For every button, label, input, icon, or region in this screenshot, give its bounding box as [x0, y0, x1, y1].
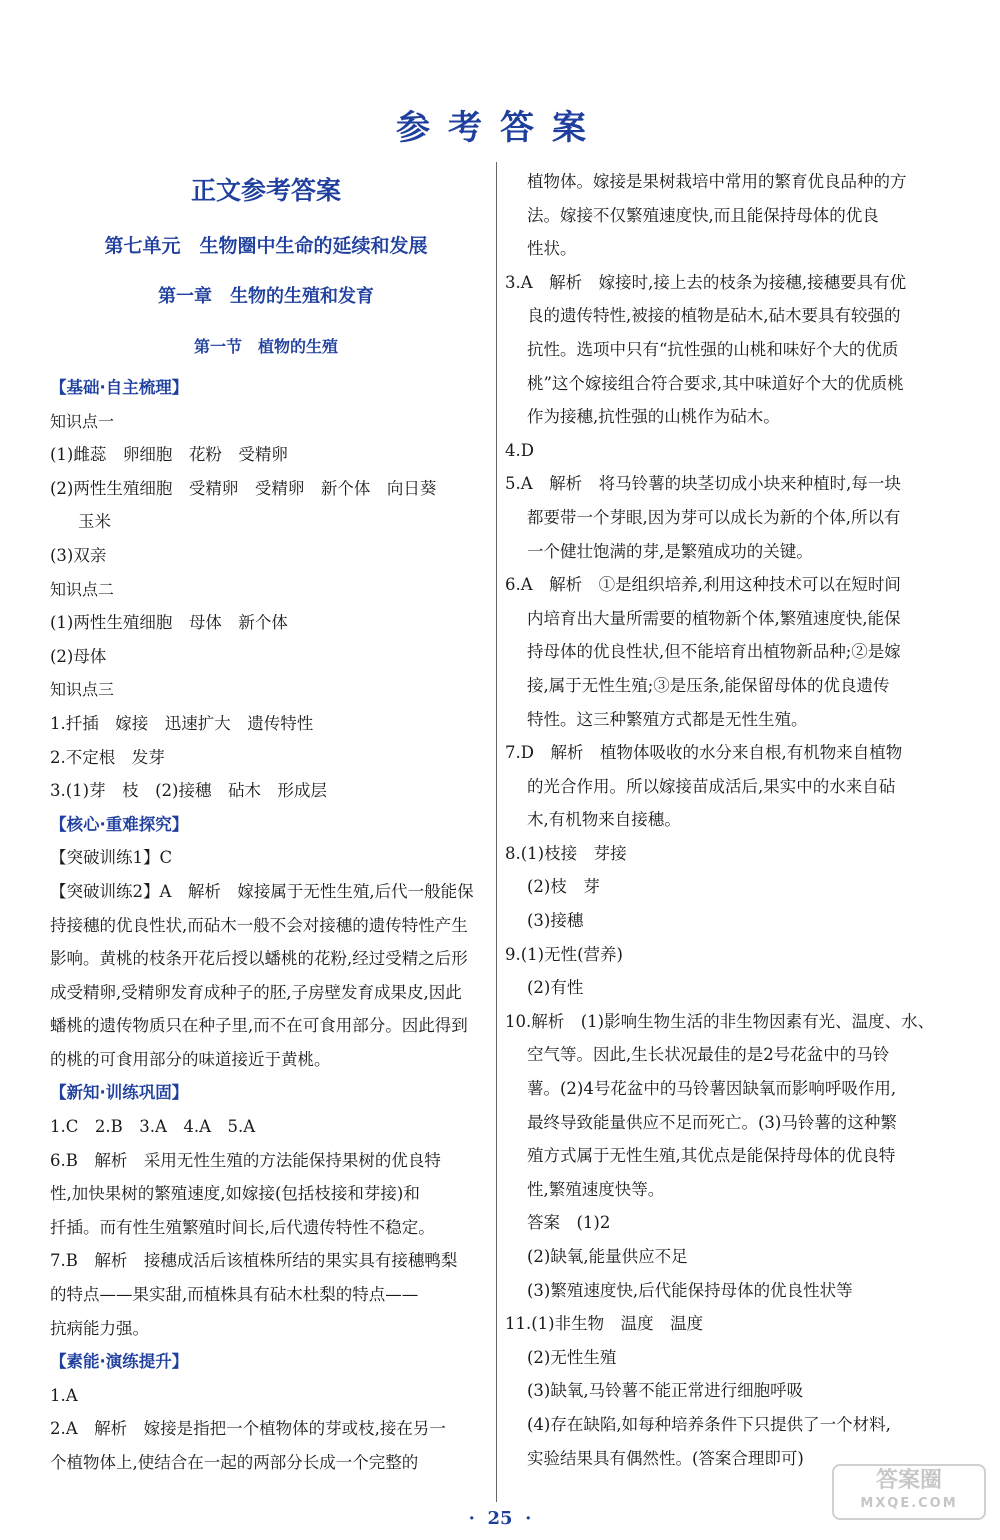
answer-line: (2)两性生殖细胞 受精卵 受精卵 新个体 向日葵 [50, 478, 437, 498]
answer-line: 2.A 解析 嫁接是指把一个植物体的芽或枝,接在另一 [50, 1419, 446, 1439]
answer-line: 法。嫁接不仅繁殖速度快,而且能保持母体的优良 [527, 205, 879, 225]
answer-line: 10.解析 (1)影响生物生活的非生物因素有光、温度、水、 [505, 1011, 935, 1031]
answer-line: (1)两性生殖细胞 母体 新个体 [50, 613, 288, 633]
lesson-heading: 第一节 植物的生殖 [193, 337, 338, 356]
answer-line: 作为接穗,抗性强的山桃作为砧木。 [527, 407, 780, 427]
answer-line: 空气等。因此,生长状况最佳的是2号花盆中的马铃 [527, 1045, 890, 1065]
section-heading: 正文参考答案 [190, 176, 341, 205]
answer-line: 1.扦插 嫁接 迅速扩大 遗传特性 [50, 713, 314, 733]
answer-line: 都要带一个芽眼,因为芽可以成长为新的个体,所以有 [527, 507, 901, 527]
subsection-label: 【基础·自主梳理】 [50, 378, 189, 397]
answer-line: 5.A 解析 将马铃薯的块茎切成小块来种植时,每一块 [505, 474, 901, 494]
left-column [50, 165, 482, 1480]
answer-line: 成受精卵,受精卵发育成种子的胚,子房壁发育成果皮,因此 [50, 982, 462, 1002]
answer-line: 7.D 解析 植物体吸收的水分来自根,有机物来自植物 [505, 743, 903, 763]
answer-line: 性状。 [527, 239, 577, 259]
answer-line: 持接穗的优良性状,而砧木一般不会对接穗的遗传特性产生 [50, 915, 468, 935]
answer-line: (3)缺氧,马铃薯不能正常进行细胞呼吸 [527, 1381, 804, 1401]
answer-line: 薯。(2)4号花盆中的马铃薯因缺氧而影响呼吸作用, [527, 1079, 897, 1099]
page-title: 参考答案 [396, 108, 604, 148]
answer-line: (4)存在缺陷,如每种培养条件下只提供了一个材料, [527, 1414, 891, 1434]
subsection-label: 【核心·重难探究】 [50, 814, 189, 834]
subsection-label: 【新知·训练巩固】 [50, 1083, 189, 1103]
answer-line: 3.A 解析 嫁接时,接上去的枝条为接穗,接穗要具有优 [505, 272, 907, 292]
answer-line: 6.A 解析 ①是组织培养,利用这种技术可以在短时间 [505, 575, 901, 595]
answer-line: 8.(1)枝接 芽接 [505, 843, 627, 863]
answer-line: 抗性。选项中只有“抗性强的山桃和味好个大的优质 [527, 339, 899, 359]
answer-line: 蟠桃的遗传物质只在种子里,而不在可食用部分。因此得到 [50, 1016, 468, 1036]
answer-line: 最终导致能量供应不足而死亡。(3)马铃薯的这种繁 [527, 1112, 897, 1132]
page-number-value: 25 [487, 1508, 513, 1529]
answer-line: (3)双亲 [50, 545, 107, 565]
answer-line: 特性。这三种繁殖方式都是无性生殖。 [527, 709, 808, 729]
answer-line: 【突破训练1】C [50, 848, 173, 868]
answer-line: 4.D [505, 440, 534, 460]
answer-line: 性,加快果树的繁殖速度,如嫁接(包括枝接和芽接)和 [50, 1184, 420, 1204]
answer-line: 植物体。嫁接是果树栽培中常用的繁育优良品种的方 [527, 172, 907, 191]
answer-line: 的光合作用。所以嫁接苗成活后,果实中的水来自砧 [527, 776, 896, 796]
chapter-heading: 第一章 生物的生殖和发育 [158, 286, 374, 307]
column-divider [496, 162, 497, 1502]
answer-line: 木,有机物来自接穗。 [527, 810, 681, 830]
answer-line: 实验结果具有偶然性。(答案合理即可) [527, 1448, 804, 1468]
page-number: · 25 · [468, 1508, 532, 1529]
answer-line: (3)繁殖速度快,后代能保持母体的优良性状等 [527, 1280, 853, 1300]
answer-line: 一个健壮饱满的芽,是繁殖成功的关键。 [527, 541, 813, 561]
answer-line: 7.B 解析 接穗成活后该植株所结的果实具有接穗鸭梨 [50, 1251, 458, 1271]
answer-line: 答案 (1)2 [527, 1213, 611, 1233]
answer-line: 9.(1)无性(营养) [505, 944, 623, 964]
answer-line: (2)母体 [50, 646, 107, 666]
answer-line: 桃”这个嫁接组合符合要求,其中味道好个大的优质桃 [527, 373, 904, 393]
answer-line: 的桃的可食用部分的味道接近于黄桃。 [50, 1049, 331, 1069]
knowledge-point-label: 知识点三 [50, 680, 115, 700]
answer-line: (2)无性生殖 [527, 1347, 617, 1367]
answer-line: 持母体的优良性状,但不能培育出植物新品种;②是嫁 [527, 642, 901, 662]
answer-line: 【突破训练2】A 解析 嫁接属于无性生殖,后代一般能保 [50, 881, 474, 901]
answer-line: 良的遗传特性,被接的植物是砧木,砧木要具有较强的 [527, 306, 901, 326]
unit-heading: 第七单元 生物圈中生命的延续和发展 [104, 235, 428, 257]
answer-line: 影响。黄桃的枝条开花后授以蟠桃的花粉,经过受精之后形 [50, 949, 468, 969]
answer-line: 的特点——果实甜,而植株具有砧木杜梨的特点—— [50, 1285, 419, 1305]
right-column [505, 165, 947, 1475]
answer-line: 殖方式属于无性生殖,其优点是能保持母体的优良特 [527, 1146, 896, 1166]
answer-line: 性,繁殖速度快等。 [527, 1179, 665, 1199]
answer-line: 3.(1)芽 枝 (2)接穗 砧木 形成层 [50, 781, 327, 801]
answer-line: 接,属于无性生殖;③是压条,能保留母体的优良遗传 [527, 675, 890, 695]
watermark-domain: MXQE.COM [860, 1496, 958, 1511]
answer-line: 1.C 2.B 3.A 4.A 5.A [50, 1117, 256, 1137]
answer-line: 2.不定根 发芽 [50, 747, 165, 767]
answer-line: 11.(1)非生物 温度 温度 [505, 1314, 704, 1334]
answer-line: 个植物体上,使结合在一起的两部分长成一个完整的 [50, 1453, 419, 1472]
knowledge-point-label: 知识点二 [50, 579, 115, 599]
answer-line: 玉米 [78, 512, 111, 532]
answer-line: (2)枝 芽 [527, 877, 600, 897]
answer-line: 6.B 解析 采用无性生殖的方法能保持果树的优良特 [50, 1150, 441, 1170]
answer-line: (1)雌蕊 卵细胞 花粉 受精卵 [50, 445, 288, 465]
answer-line: 1.A [50, 1385, 78, 1405]
answer-line: (3)接穗 [527, 911, 584, 931]
watermark-logo [832, 1464, 986, 1520]
answer-line: (2)有性 [527, 978, 584, 998]
subsection-label: 【素能·演练提升】 [50, 1352, 189, 1372]
answer-line: 扦插。而有性生殖繁殖时间长,后代遗传特性不稳定。 [50, 1217, 435, 1237]
knowledge-point-label: 知识点一 [50, 411, 115, 431]
watermark-text: 答案圈 [875, 1468, 942, 1493]
answer-line: 抗病能力强。 [50, 1318, 149, 1338]
answer-line: 内培育出大量所需要的植物新个体,繁殖速度快,能保 [527, 608, 901, 628]
answer-line: (2)缺氧,能量供应不足 [527, 1247, 688, 1266]
